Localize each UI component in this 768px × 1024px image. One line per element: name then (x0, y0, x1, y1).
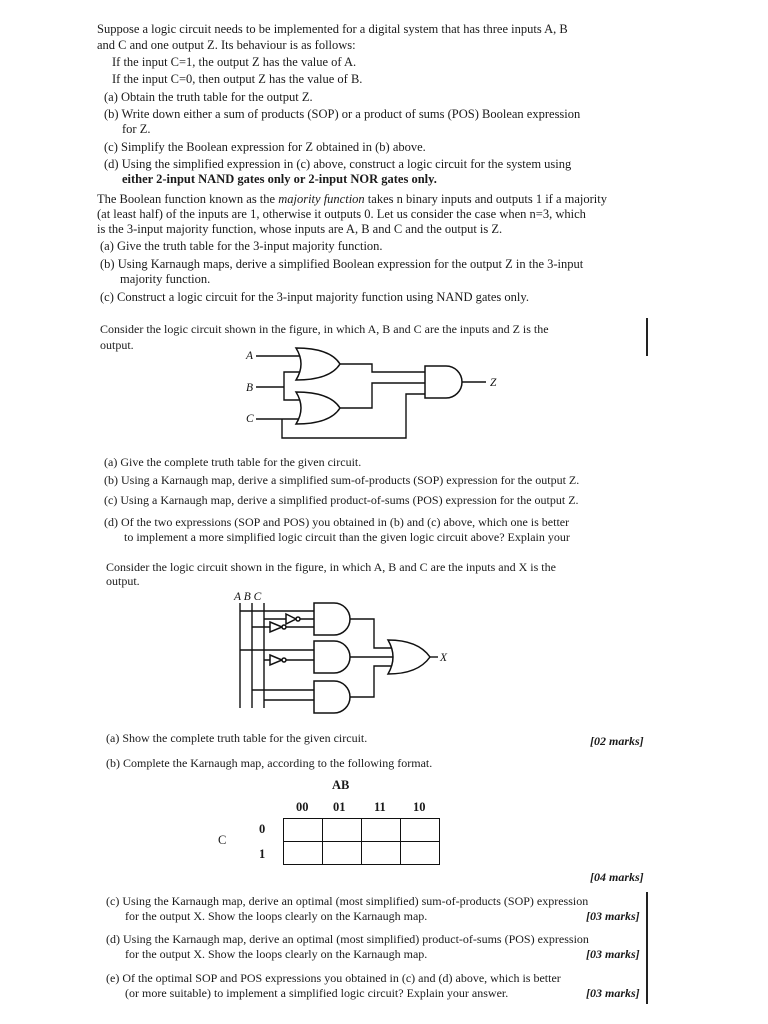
q4-part-d-marks: [03 marks] (586, 947, 640, 961)
kmap-cell (401, 819, 440, 842)
karnaugh-map-grid (283, 818, 440, 865)
q4-part-b-marks: [04 marks] (590, 870, 644, 884)
q4-wires-and-3 (252, 690, 314, 700)
q2-part-c: (c) Construct a logic circuit for the 3-input majority function using NAND gates only. (100, 290, 529, 304)
q4-intro-line1: Consider the logic circuit shown in the figure, in which A, B and C are the inputs and X is the (106, 560, 556, 574)
kmap-row-header-1: 1 (259, 847, 266, 861)
q1-part-c: (c) Simplify the Boolean expression for Z obtained in (b) above. (104, 140, 426, 154)
q4-inverter-1 (286, 614, 296, 624)
q2-part-b-line1: (b) Using Karnaugh maps, derive a simplified Boolean expression for the output Z in the 3-input (100, 257, 584, 271)
q4-input-buses (240, 603, 264, 708)
q4-part-e-line1: (e) Of the optimal SOP and POS expressions you obtained in (c) and (d) above, which is better (106, 971, 561, 985)
kmap-c-label: C (218, 833, 227, 847)
q1-part-d-line2: either 2-input NAND gates only or 2-input NOR gates only. (122, 172, 437, 186)
q4-part-b: (b) Complete the Karnaugh map, according to the following format. (106, 756, 433, 770)
q1-part-d-line1: (d) Using the simplified expression in (c) above, construct a logic circuit for the system using (104, 157, 572, 171)
q2-part-a: (a) Give the truth table for the 3-input majority function. (100, 239, 383, 253)
q3-part-d-line1: (d) Of the two expressions (SOP and POS) you obtained in (b) and (c) above, which one is better (104, 515, 570, 529)
q1-rule1: If the input C=1, the output Z has the value of A. (112, 55, 357, 69)
kmap-col-header-11: 11 (374, 800, 386, 814)
q1-part-b-line1: (b) Write down either a sum of products (SOP) or a product of sums (POS) Boolean expression (104, 107, 581, 121)
kmap-cell (284, 842, 323, 865)
q3-label-z: Z (490, 377, 497, 389)
q4-label-x: X (440, 652, 448, 664)
q4-and-gate-2 (314, 641, 350, 673)
kmap-row-header-0: 0 (259, 822, 266, 836)
q2-intro-post: takes n binary inputs and outputs 1 if a majority (364, 192, 607, 206)
q4-inverter-1-bubble (296, 617, 300, 621)
q2-intro-pre: The Boolean function known as the (97, 192, 279, 206)
q4-inverter-2-bubble (282, 625, 286, 629)
q2-intro-line3: is the 3-input majority function, whose inputs are A, B and C and the output is Z. (97, 222, 503, 236)
q4-part-c-line2: for the output X. Show the loops clearly on the Karnaugh map. (125, 909, 428, 923)
q3-label-c: C (246, 413, 254, 425)
q4-inverter-2 (270, 622, 282, 632)
q4-inverter-3 (270, 655, 282, 665)
kmap-cell (401, 842, 440, 865)
q1-intro-line1: Suppose a logic circuit needs to be implemented for a digital system that has three inputs A, B (97, 22, 568, 36)
q1-part-a: (a) Obtain the truth table for the output Z. (104, 90, 313, 104)
kmap-cell (284, 819, 323, 842)
q3-part-c: (c) Using a Karnaugh map, derive a simplified product-of-sums (POS) expression for the output Z. (104, 493, 579, 507)
q4-part-e-line2: (or more suitable) to implement a simplified logic circuit? Explain your answer. (125, 986, 509, 1000)
q4-inverter-3-bubble (282, 658, 286, 662)
q4-part-c-marks: [03 marks] (586, 909, 640, 923)
q4-part-c-line1: (c) Using the Karnaugh map, derive an optimal (most simplified) sum-of-products (SOP) expression (106, 894, 589, 908)
q2-intro-line2: (at least half) of the inputs are 1, otherwise it outputs 0. Let us consider the case when n=3, which (97, 207, 586, 221)
q1-rule2: If the input C=0, then output Z has the value of B. (112, 72, 363, 86)
kmap-col-header-00: 00 (296, 800, 309, 814)
q3-intro-line1: Consider the logic circuit shown in the figure, in which A, B and C are the inputs and Z is the (100, 322, 549, 336)
q4-and-gate-3 (314, 681, 350, 713)
kmap-ab-label: AB (332, 778, 350, 792)
q3-label-a: A (246, 350, 254, 362)
q4-part-a-marks: [02 marks] (590, 734, 644, 748)
kmap-cell (323, 819, 362, 842)
q1-intro-line2: and C and one output Z. Its behaviour is as follows: (97, 38, 356, 52)
q4-part-d-line1: (d) Using the Karnaugh map, derive an optimal (most simplified) product-of-sums (POS) expression (106, 932, 589, 946)
q4-part-d-line2: for the output X. Show the loops clearly on the Karnaugh map. (125, 947, 428, 961)
q3-part-b: (b) Using a Karnaugh map, derive a simplified sum-of-products (SOP) expression for the output Z. (104, 473, 580, 487)
q4-and-gate-1 (314, 603, 350, 635)
q4-or-gate (388, 640, 430, 674)
kmap-cell (323, 842, 362, 865)
q4-part-e-marks: [03 marks] (586, 986, 640, 1000)
q4-label-inputs: A B C (234, 591, 262, 603)
kmap-cell (362, 819, 401, 842)
scan-edge-line-bottom (646, 892, 648, 1004)
q4-part-a: (a) Show the complete truth table for the given circuit. (106, 731, 368, 745)
q2-part-b-line2: majority function. (120, 272, 211, 286)
q3-intro-line2: output. (100, 338, 134, 352)
q4-intro-line2: output. (106, 574, 140, 588)
q3-part-d-line2: to implement a more simplified logic circuit than the given logic circuit above? Explain your (124, 530, 570, 544)
q2-intro-em: majority function (278, 192, 365, 206)
kmap-cell (362, 842, 401, 865)
kmap-col-header-10: 10 (413, 800, 426, 814)
kmap-col-header-01: 01 (333, 800, 346, 814)
q1-part-b-line2: for Z. (122, 122, 151, 136)
q3-part-a: (a) Give the complete truth table for the given circuit. (104, 455, 362, 469)
q3-label-b: B (246, 382, 254, 394)
